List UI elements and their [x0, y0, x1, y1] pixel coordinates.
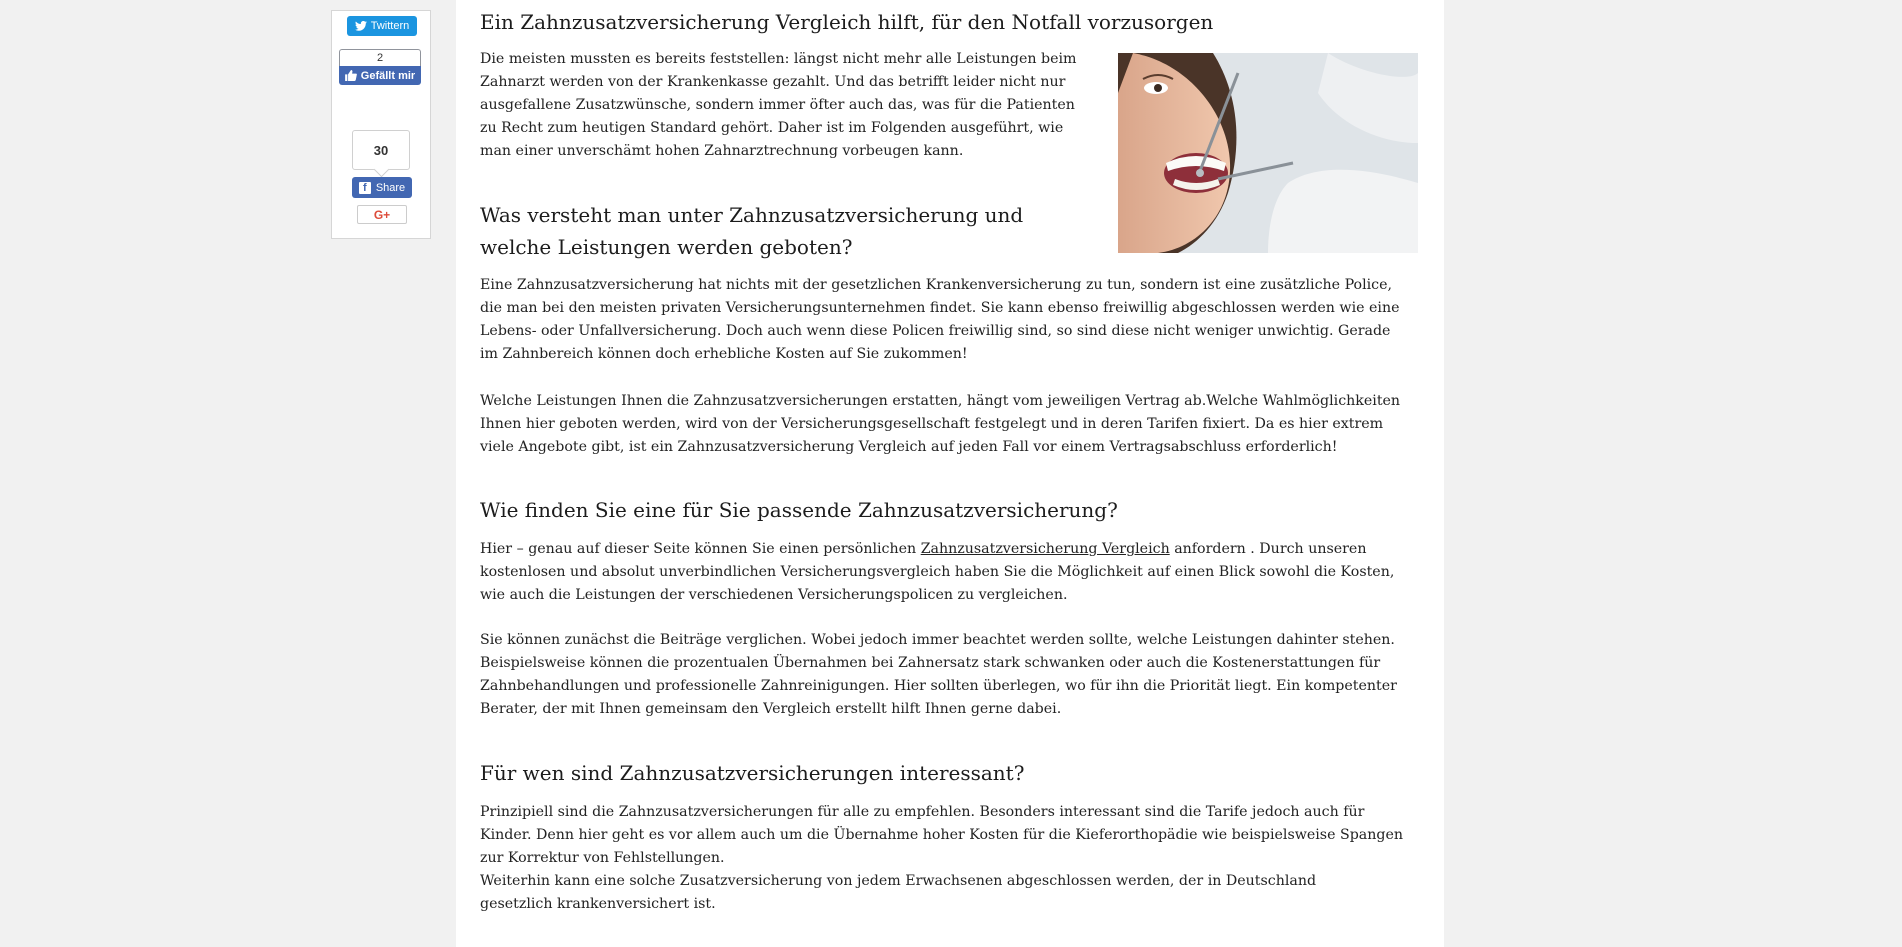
- twitter-label: Twittern: [370, 20, 410, 32]
- section-heading: Ein Zahnzusatzversicherung Vergleich hilft, für den Notfall vorzusorgen: [480, 10, 1214, 34]
- dentist-photo-illustration: [1118, 53, 1418, 253]
- facebook-share-button[interactable]: [352, 177, 412, 198]
- dentist-photo: [1118, 53, 1418, 253]
- facebook-share-label: Share: [375, 181, 406, 194]
- section-heading: Was versteht man unter Zahnzusatzversicherung und welche Leistungen werden geboten?: [480, 203, 1024, 259]
- social-share-box: [331, 10, 431, 239]
- paragraph: Die meisten mussten es bereits feststellen: längst nicht mehr alle Leistungen beim Zahnarzt werden von der Krankenkasse gezahlt. Und das betrifft leider nicht nur ausgefallene Zusatzwünsche, sondern immer öfter auch das, was für die Patienten zu Recht zum heutigen Standard gehört. Daher ist im Folgenden ausgeführt, wie man einer unverschämt hohen Zahnarztrechnung vorbeugen kann.: [480, 51, 1077, 159]
- google-plus-icon: G+: [373, 207, 391, 222]
- paragraph-with-link: [480, 538, 1410, 607]
- thumbs-up-icon: [345, 70, 357, 81]
- paragraph: Sie können zunächst die Beiträge verglichen. Wobei jedoch immer beachtet werden sollte, welche Leistungen dahinter stehen. Beispielsweise können die prozentualen Übernahmen bei Zahnersatz stark schwanken oder auch die Kostenerstattungen für Zahnbehandlungen und professionelle Zahnreinigungen. Hier sollten überlegen, wo für ihn die Priorität liegt. Ein kompetenter Berater, der mit Ihnen gemeinsam den Vergleich erstellt hilft Ihnen gerne dabei.: [480, 632, 1397, 717]
- facebook-like-widget: [339, 49, 421, 85]
- paragraph-text: anfordern . Durch unseren kostenlosen und absolut unverbindlichen Versicherungsvergleich haben Sie die Möglichkeit auf einen Blick sowohl die Kosten, wie auch die Leistungen der verschiedenen Versicherungspolicen zu vergleichen.: [480, 541, 1395, 603]
- paragraph-text: Hier – genau auf dieser Seite können Sie einen persönlichen: [480, 541, 921, 557]
- paragraph: Eine Zahnzusatzversicherung hat nichts mit der gesetzlichen Krankenversicherung zu tun, sondern ist eine zusätzliche Police, die man bei den meisten privaten Versicherungsunternehmen findet. Sie kann ebenso freiwillig abgeschlossen werden wie eine Lebens- oder Unfallversicherung. Doch auch wenn diese Policen freiwillig sind, so sind diese nicht weniger unwichtig. Gerade im Zahnbereich können doch erhebliche Kosten auf Sie zukommen!: [480, 277, 1400, 362]
- twitter-share-button[interactable]: [347, 16, 417, 36]
- facebook-like-count: 2: [339, 49, 421, 66]
- section-heading: Wie finden Sie eine für Sie passende Zahnzusatzversicherung?: [480, 498, 1118, 522]
- paragraph: Prinzipiell sind die Zahnzusatzversicherungen für alle zu empfehlen. Besonders interessant sind die Tarife jedoch auch für Kinder. Denn hier geht es vor allem auch um die Übernahme hoher Kosten für die Kieferorthopädie wie beispielsweise Spangen zur Korrektur von Fehlstellungen.: [480, 804, 1404, 866]
- comparison-link[interactable]: Zahnzusatzversicherung Vergleich: [920, 541, 1170, 557]
- facebook-like-button[interactable]: [339, 66, 421, 85]
- google-plus-button[interactable]: [357, 205, 407, 224]
- paragraph: Welche Leistungen Ihnen die Zahnzusatzversicherungen erstatten, hängt vom jeweiligen Vertrag ab.Welche Wahlmöglichkeiten Ihnen hier geboten werden, wird von der Versicherungsgesellschaft festgelegt und in deren Tarifen fixiert. Da es hier extrem viele Angebote gibt, ist ein Zahnzusatzversicherung Vergleich auf jeden Fall vor einem Vertragsabschluss erforderlich!: [480, 393, 1401, 455]
- twitter-bird-icon: [355, 21, 367, 31]
- paragraph: Weiterhin kann eine solche Zusatzversicherung von jedem Erwachsenen abgeschlossen werden, der in Deutschland gesetzlich krankenversichert ist.: [480, 873, 1317, 912]
- content-panel: [456, 0, 1444, 947]
- share-count-bubble: 30: [352, 130, 410, 170]
- facebook-f-icon: f: [359, 182, 371, 194]
- facebook-like-label: Gefällt mir: [360, 69, 416, 82]
- section-heading: Für wen sind Zahnzusatzversicherungen interessant?: [480, 761, 1025, 785]
